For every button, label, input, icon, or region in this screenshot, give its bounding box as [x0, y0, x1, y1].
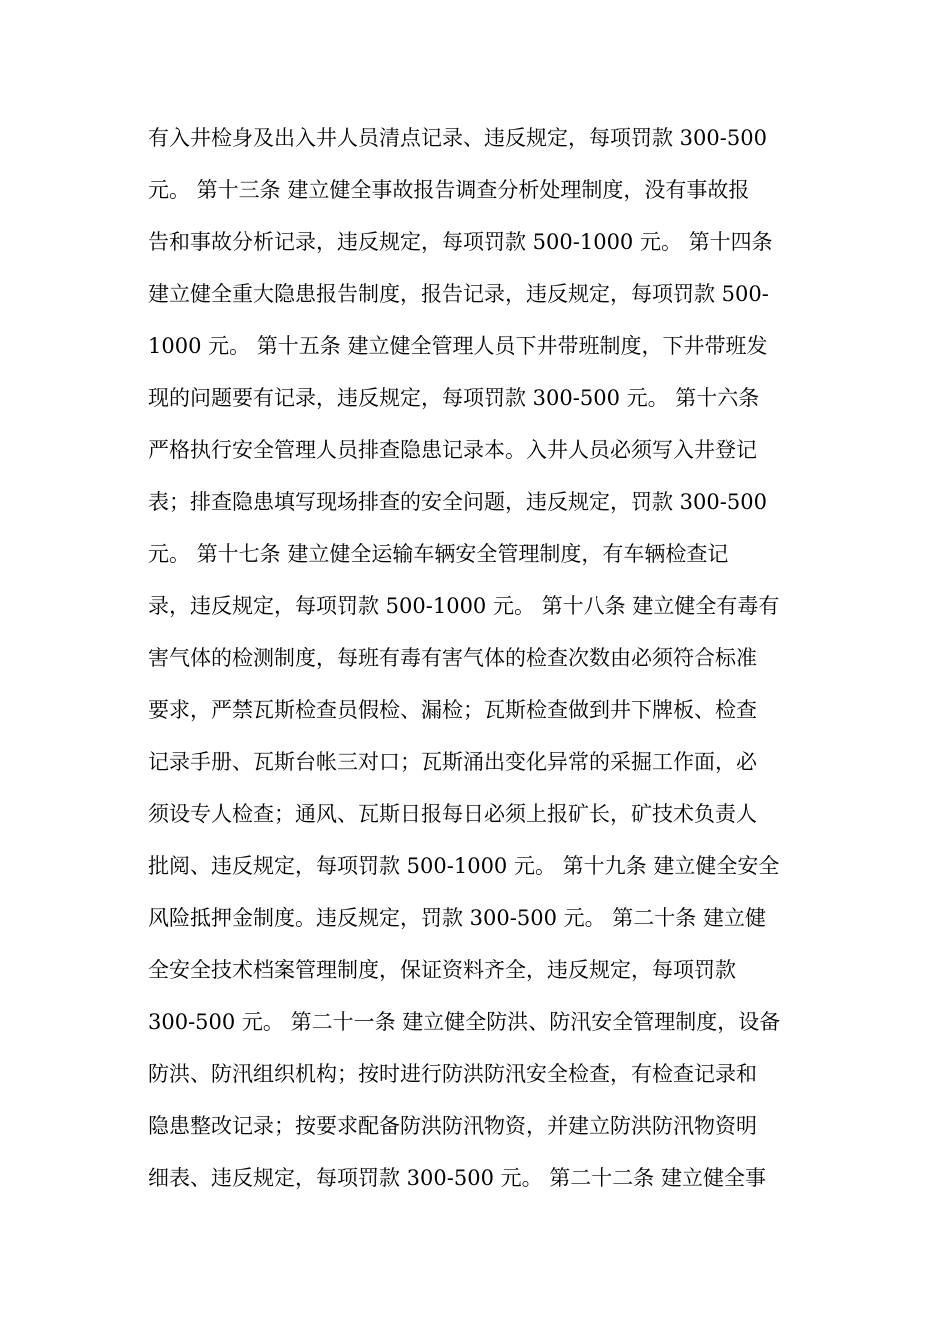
text-line: 元。 第十七条 建立健全运输车辆安全管理制度，有车辆检查记 [148, 542, 729, 566]
text-line: 风险抵押金制度。违反规定，罚款 300-500 元。 第二十条 建立健 [148, 906, 766, 930]
text-line: 须设专人检查；通风、瓦斯日报每日必须上报矿长，矿技术负责人 [148, 802, 757, 826]
text-line: 要求，严禁瓦斯检查员假检、漏检；瓦斯检查做到井下牌板、检查 [148, 698, 757, 722]
text-line: 防洪、防汛组织机构；按时进行防洪防汛安全检查，有检查记录和 [148, 1062, 757, 1086]
text-line: 建立健全重大隐患报告制度，报告记录，违反规定，每项罚款 500- [148, 282, 769, 306]
text-line: 1000 元。 第十五条 建立健全管理人员下井带班制度，下井带班发 [148, 334, 768, 358]
body-text [148, 116, 828, 1208]
text-line: 有入井检身及出入井人员清点记录、违反规定，每项罚款 300-500 [148, 126, 767, 150]
text-line: 告和事故分析记录，违反规定，每项罚款 500-1000 元。 第十四条 [148, 230, 773, 254]
text-line: 严格执行安全管理人员排查隐患记录本。入井人员必须写入井登记 [148, 438, 757, 462]
text-line: 害气体的检测制度，每班有毒有害气体的检查次数由必须符合标准 [148, 646, 757, 670]
text-line: 表；排查隐患填写现场排查的安全问题，违反规定，罚款 300-500 [148, 490, 767, 514]
text-line: 300-500 元。 第二十一条 建立健全防洪、防汛安全管理制度，设备 [148, 1010, 781, 1034]
text-line: 批阅、违反规定，每项罚款 500-1000 元。 第十九条 建立健全安全 [148, 854, 780, 878]
text-line: 记录手册、瓦斯台帐三对口；瓦斯涌出变化异常的采掘工作面，必 [148, 750, 757, 774]
text-line: 元。 第十三条 建立健全事故报告调查分析处理制度，没有事故报 [148, 178, 750, 202]
text-line: 细表、违反规定，每项罚款 300-500 元。 第二十二条 建立健全事 [148, 1166, 766, 1190]
text-line: 录，违反规定，每项罚款 500-1000 元。 第十八条 建立健全有毒有 [148, 594, 780, 618]
text-line: 现的问题要有记录，违反规定，每项罚款 300-500 元。 第十六条 [148, 386, 760, 410]
text-line: 全安全技术档案管理制度，保证资料齐全，违反规定，每项罚款 [148, 958, 736, 982]
text-line: 隐患整改记录；按要求配备防洪防汛物资，并建立防洪防汛物资明 [148, 1114, 757, 1138]
